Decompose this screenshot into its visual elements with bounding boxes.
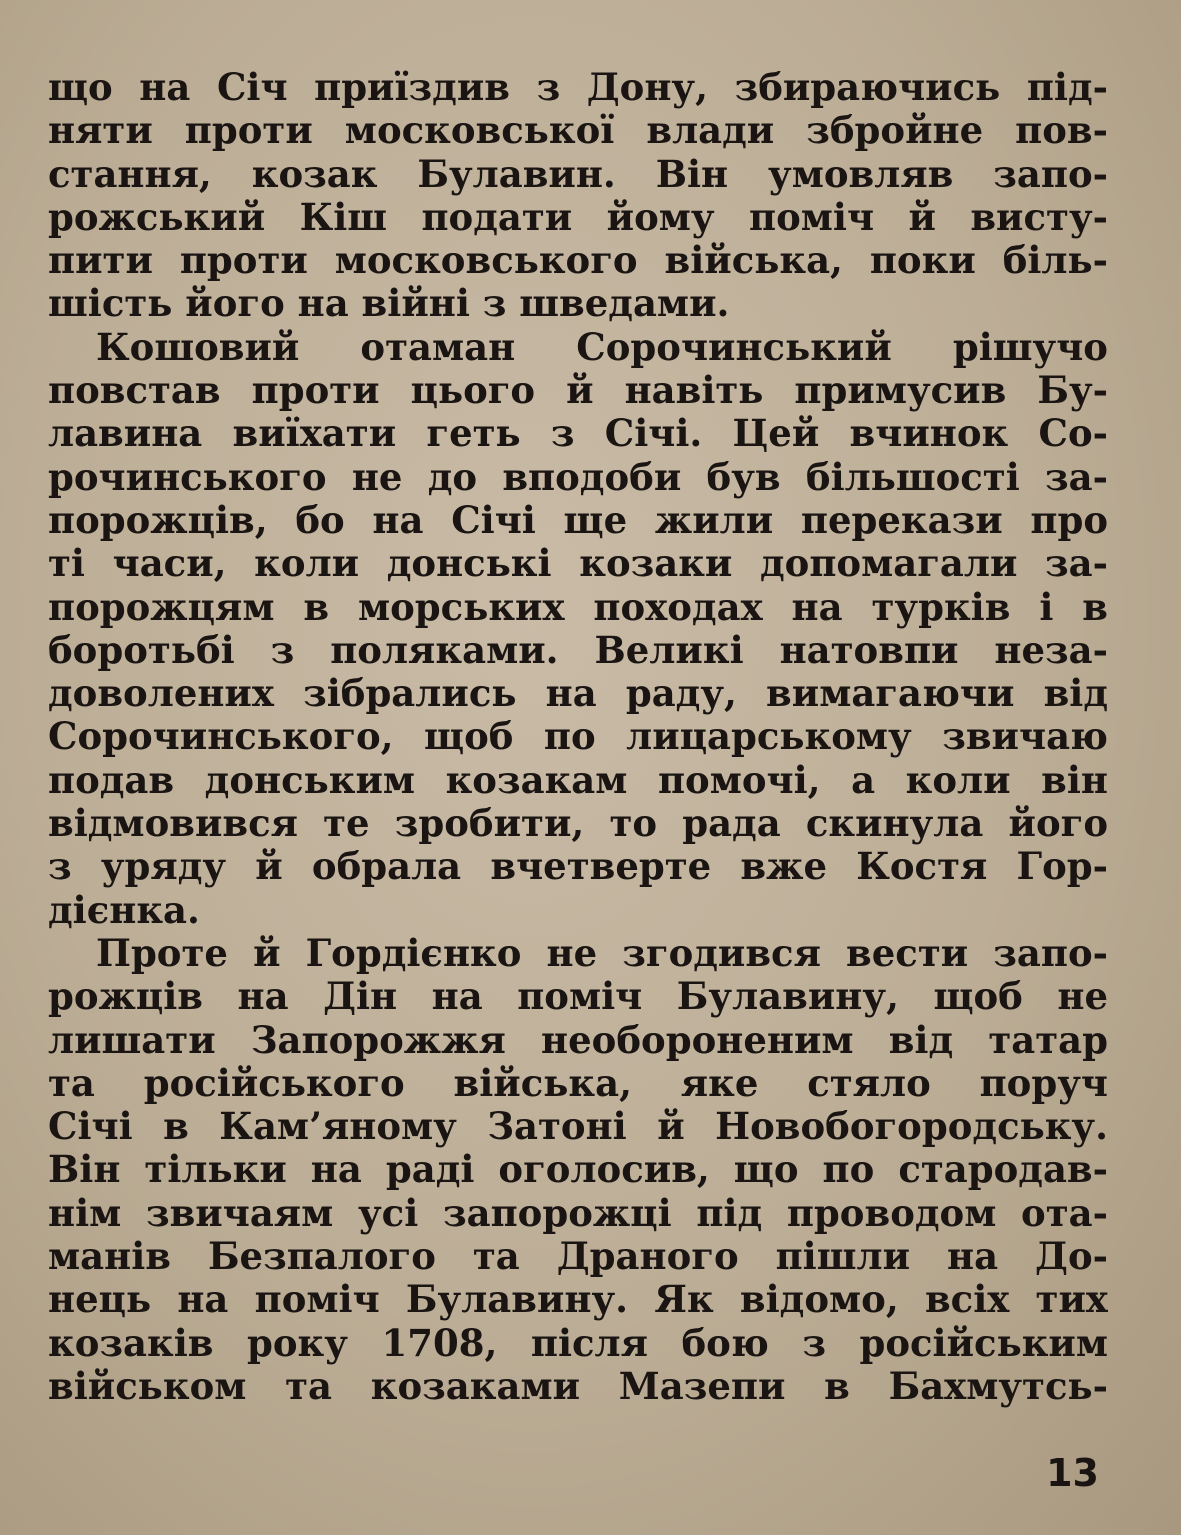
text-line: відмовився те зробити, то рада скинула його	[48, 802, 1108, 846]
text-line: дієнка.	[48, 888, 200, 932]
text-line: доволених зібрались на раду, вимагаючи від	[48, 672, 1108, 716]
text-line: порожців, бо на Січі ще жили перекази про	[48, 498, 1108, 542]
paragraph-3	[48, 932, 1108, 1408]
text-line: рожців на Дін на поміч Булавину, щоб не	[48, 975, 1108, 1019]
text-line: Сорочинського, щоб по лицарському звичаю	[48, 715, 1108, 759]
text-line: з уряду й обрала вчетверте вже Костя Гор-	[48, 845, 1108, 889]
text-line: порожцям в морських походах на турків і в	[48, 585, 1108, 629]
text-line: няти проти московської влади збройне пов-	[48, 109, 1108, 153]
text-line: шість його на війні з шведами.	[48, 282, 730, 326]
text-line: ті часи, коли донські козаки допомагали за-	[48, 542, 1108, 586]
text-line: Січі в Кам’яному Затоні й Новобогородську.	[48, 1105, 1108, 1149]
page-number: 13	[1046, 1451, 1099, 1495]
text-line: військом та козаками Мазепи в Бахмутсь-	[48, 1364, 1108, 1408]
text-line: нім звичаям усі запорожці під проводом ота-	[48, 1191, 1108, 1235]
text-line: лавина виїхати геть з Січі. Цей вчинок Со-	[48, 412, 1108, 456]
text-line: Проте й Гордієнко не згодився вести запо-	[96, 931, 1108, 975]
text-line: лишати Запорожжя необороненим від татар	[48, 1018, 1108, 1062]
text-line: Він тільки на раді оголосив, що по стародав-	[48, 1148, 1108, 1192]
text-line: рочинського не до вподоби був більшості за-	[48, 455, 1108, 499]
text-line: нець на поміч Булавину. Як відомо, всіх тих	[48, 1278, 1108, 1322]
text-line: що на Січ приїздив з Дону, збираючись під-	[48, 66, 1108, 109]
text-line: Кошовий отаман Сорочинський рішучо	[96, 325, 1108, 369]
text-line: козаків року 1708, після бою з російським	[48, 1321, 1108, 1365]
text-line: рожський Кіш подати йому поміч й висту-	[48, 195, 1108, 239]
text-line: манів Безпалого та Драного пішли на До-	[48, 1235, 1108, 1279]
paragraph-1	[48, 66, 1108, 326]
text-line: та російського війська, яке стяло поруч	[48, 1061, 1108, 1105]
text-line: боротьбі з поляками. Великі натовпи неза-	[48, 628, 1108, 672]
body-text	[48, 66, 1108, 1408]
paragraph-2	[48, 326, 1108, 932]
text-line: подав донським козакам помочі, а коли він	[48, 758, 1108, 802]
text-line: пити проти московського війська, поки біль-	[48, 239, 1108, 283]
text-line: повстав проти цього й навіть примусив Бу-	[48, 369, 1108, 413]
text-line: стання, козак Булавин. Він умовляв запо-	[48, 152, 1108, 196]
